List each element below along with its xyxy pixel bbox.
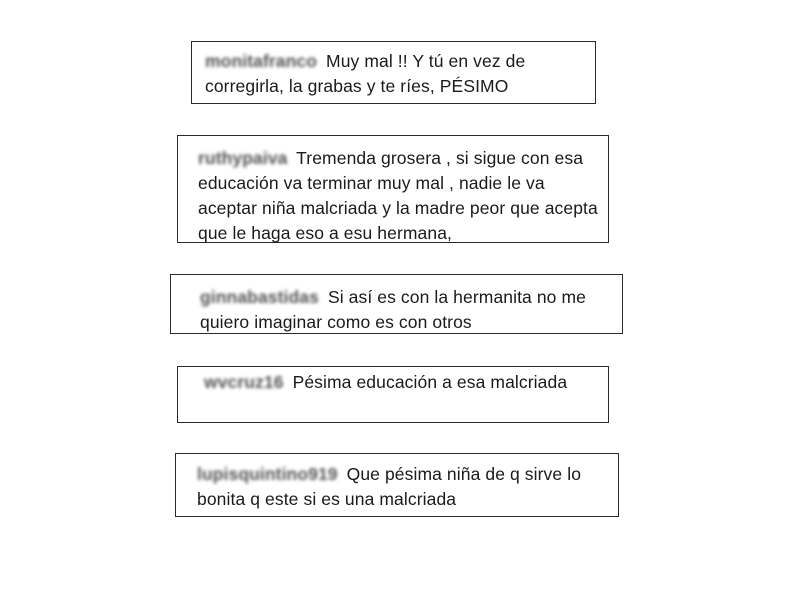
comment-text: Tremenda grosera , si sigue con esa educación va terminar muy mal , nadie le va aceptar niña malcriada y la madre peor que acepta que le haga eso a esu hermana,	[198, 148, 598, 243]
comment-username: lupisquintino919	[197, 464, 338, 484]
comment-text: Que pésima niña de q sirve lo bonita q este si es una malcriada	[197, 464, 582, 509]
comment-username: ruthypaiva	[198, 148, 288, 168]
comment-box	[175, 453, 619, 517]
comment-text: Muy mal !! Y tú en vez de corregirla, la grabas y te ríes, PÉSIMO	[205, 51, 526, 96]
comment-text: Pésima educación a esa malcriada	[292, 372, 568, 392]
comment-text: Si así es con la hermanita no me quiero imaginar como es con otros	[200, 287, 586, 332]
comment-box	[177, 135, 609, 243]
comment-username: wvcruz16	[204, 372, 284, 392]
comment-box	[177, 366, 609, 423]
comment-username: ginnabastidas	[200, 287, 319, 307]
comment-box	[170, 274, 623, 334]
comment-box	[191, 41, 596, 104]
comment-username: monitafranco	[205, 51, 318, 71]
